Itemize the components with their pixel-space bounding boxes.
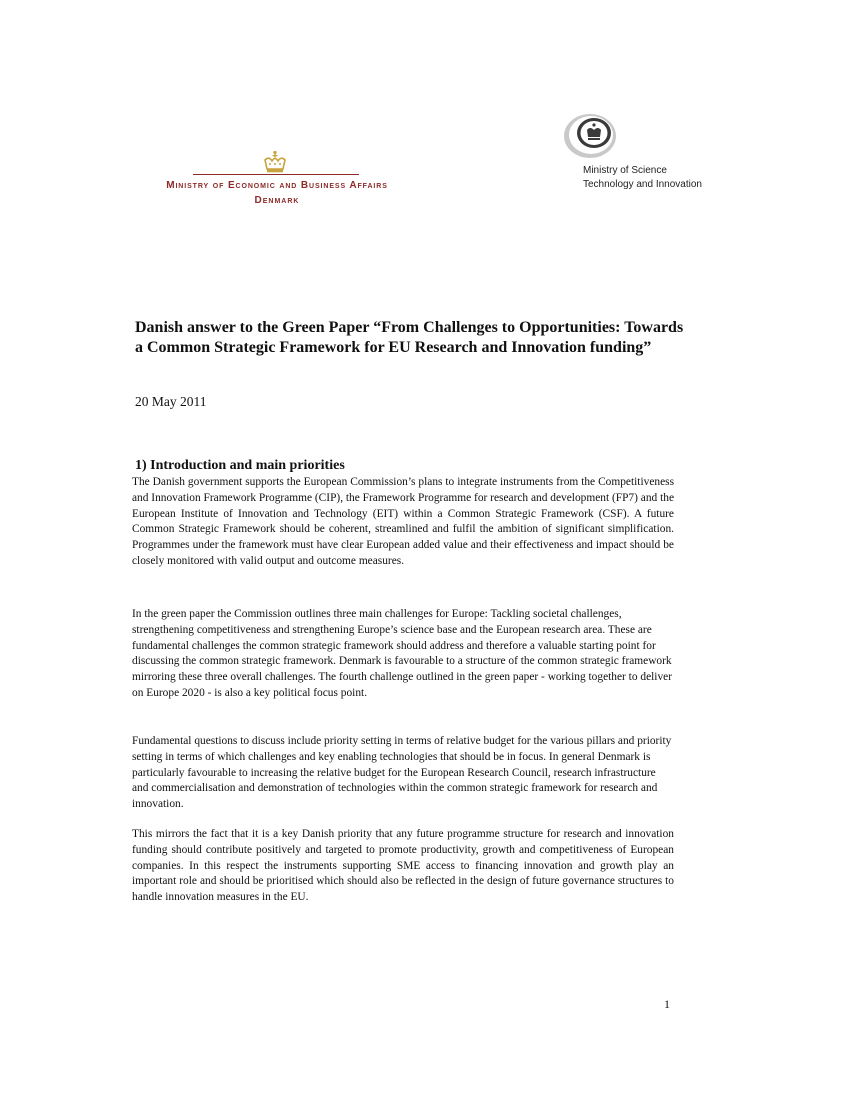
section-heading: 1) Introduction and main priorities [135, 458, 345, 473]
document-title: Danish answer to the Green Paper “From Challenges to Opportunities: Towards a Common Strategic Framework for EU Research and Innovation funding” [135, 319, 684, 356]
denmark-label-text: Denmark [254, 195, 300, 206]
paragraph-4: This mirrors the fact that it is a key Danish priority that any future programme structure for research and innovation funding should contribute positively and targeted to promote productivity, growth and competitiveness of European companies. In this respect the instruments supporting SME access to financing innovation and growth play an important role and should be prioritised which should also be reflected in the design of future governance structures to handle innovation measures in the EU. [132, 828, 674, 904]
ministry-economic-name [136, 180, 418, 191]
ministry-science-logo [560, 110, 730, 195]
ministry-science-line2: Technology and Innovation [583, 179, 702, 190]
ministry-economic-logo [136, 150, 418, 210]
paragraph-2: In the green paper the Commission outlines three main challenges for Europe: Tackling societal challenges, strengthening competitiveness and strengthening Europe’s science base and the European research area. These are fundamental challenges the common strategic framework should address and therefore a valuable starting point for discussing the common strategic framework. Denmark is favourable to a structure of the common strategic framework mirroring these three overall challenges. The fourth challenge outlined in the green paper - working together to deliver on Europe 2020 - is also a key political focus point. [132, 608, 673, 699]
ministry-emblem-icon [560, 110, 620, 162]
ministry-economic-name-text: Ministry of Economic and Business Affairs [166, 180, 388, 191]
document-date: 20 May 2011 [135, 394, 207, 409]
denmark-label [136, 195, 418, 206]
paragraph-1: The Danish government supports the European Commission’s plans to integrate instruments from the Competitiveness and Innovation Framework Programme (CIP), the Framework Programme for research and development (FP7) and the European Institute of Innovation and Technology (EIT) within a Common Strategic Framework (CSF). A future Common Strategic Framework should be coherent, streamlined and fulfil the ambition of significant simplification. Programmes under the framework must have clear European added value and their effectiveness and impact should be closely monitored with valid output and outcome measures. [132, 476, 674, 567]
page-number: 1 [664, 997, 670, 1011]
logo-divider-line [193, 174, 359, 175]
paragraph-3: Fundamental questions to discuss include priority setting in terms of relative budget for the various pillars and priority setting in terms of which challenges and key enabling technologies that should be in focus. In general Denmark is particularly favourable to increasing the relative budget for the European Research Council, research infrastructure and commercialisation and demonstration of technologies within the common strategic framework for research and innovation. [132, 735, 672, 811]
ministry-science-line1: Ministry of Science [583, 165, 667, 176]
crown-icon [262, 150, 288, 176]
